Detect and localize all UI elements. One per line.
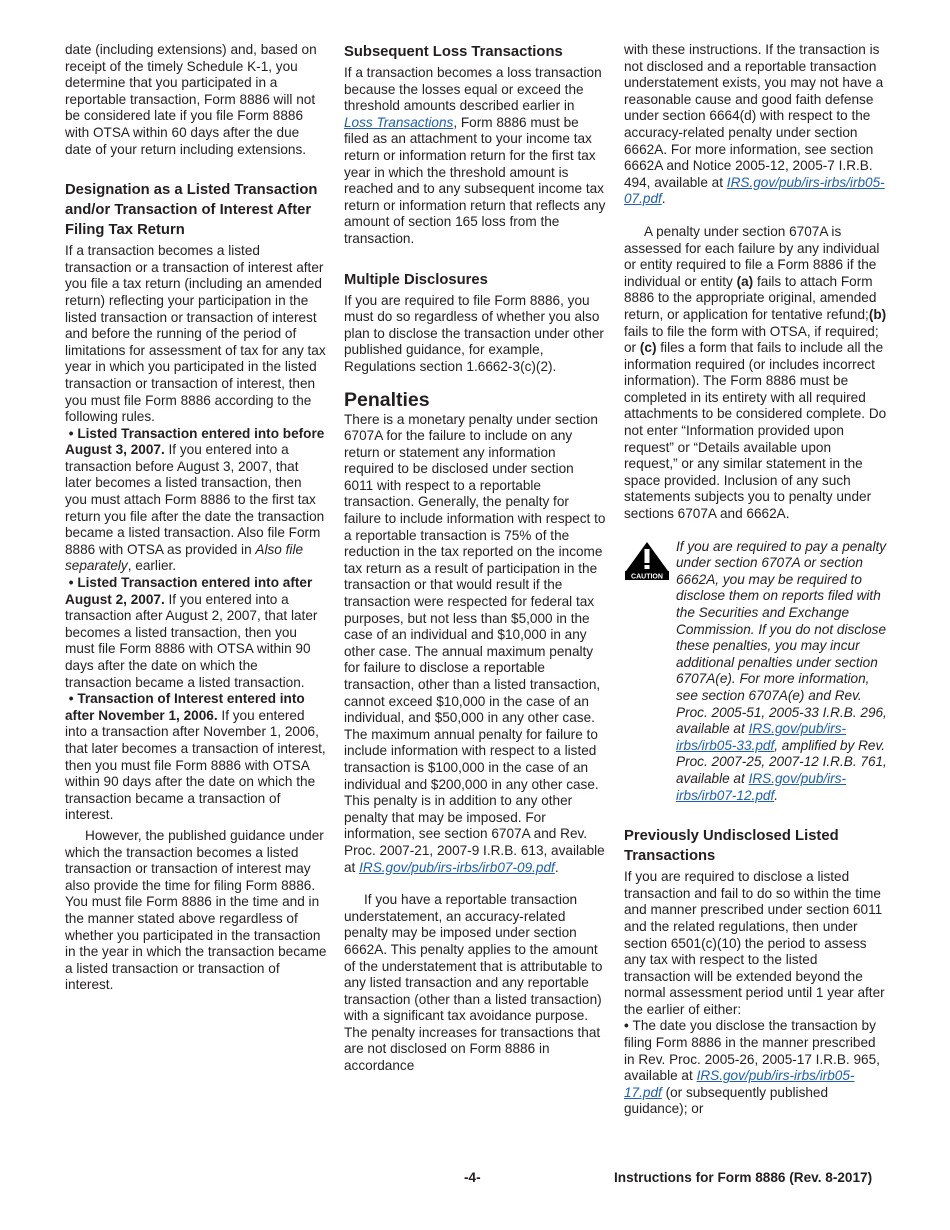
paragraph: with these instructions. If the transaction is not disclosed and a reportable transaction understatement exists, you may not have a reasonable cause and good faith defense under section 6664(d) with respect to the accuracy-related penalty under section 6662A. For more information, see section 6662A and Notice 2005-12, 2005-7 I.R.B. 494, available at IRS.gov/pub/irs-irbs/irb05-07.pdf.	[624, 42, 885, 207]
link-irb07-09[interactable]: IRS.gov/pub/irs-irbs/irb07-09.pdf	[359, 859, 555, 875]
heading-previously-undisclosed: Previously Undisclosed Listed Transactions	[624, 828, 839, 865]
paragraph: A penalty under section 6707A is assessed for each failure by any individual or entity required to file a Form 8886 if the individual or entity (a) fails to attach Form 8886 to the appropriate original, amended return, or application for tentative refund;(b) fails to file the form with OTSA, if required; or (c) files a form that fails to include all the information required (or includes incorrect information). The Form 8886 must be completed in its entirety with all required attachments to be considered complete. Do not enter “Information provided upon request” or “Details available upon request,” or any similar statement in the space provided. Inclusion of any such statements subjects you to penalty under sections 6707A and 6662A.	[624, 223, 887, 522]
bullet-icon: •	[65, 691, 78, 707]
bullet-item: • Transaction of Interest entered into after November 1, 2006. If you entered into a transaction after November 1, 2006, that later becomes a transaction of interest, then you must file Form 8886 with OTSA within 90 days after the date on which the transaction became a transaction of interest.	[65, 691, 326, 823]
caution-note	[624, 539, 887, 805]
heading-penalties: Penalties	[344, 388, 430, 411]
paragraph: There is a monetary penalty under section 6707A for the failure to include on any return or statement any information required to be disclosed under section 6011 with respect to a reportable transaction. Generally, the penalty for failure to include information with respect to a reportable transaction is 75% of the reduction in the tax reported on the income tax return as a result of participation in the transaction or that would result if the transaction were respected for federal tax purposes, but not less than $5,000 in the case of an individual and $10,000 in any other case. The annual maximum penalty for failure to disclose a reportable transaction, other than a listed transaction, cannot exceed $10,000 in the case of an individual, and $50,000 in any other case. The maximum annual penalty for failure to include information with respect to a listed transaction is $100,000 in the case of an individual and $200,000 in any other case. This penalty is in addition to any other penalty that may be imposed. For information, see section 6707A and Rev. Proc. 2007-21, 2007-9 I.R.B. 613, available at IRS.gov/pub/irs-irbs/irb07-09.pdf.	[344, 411, 606, 875]
paragraph: If a transaction becomes a listed transaction or a transaction of interest after you file a tax return (including an amended return) reflecting your participation in the listed transaction or transaction of interest and before the running of the period of limitations for assessment of tax for any tax year in which you participated in the listed transaction or transaction of interest, then you must file Form 8886 according to the following rules.	[65, 243, 326, 425]
form-title-footer: Instructions for Form 8886 (Rev. 8-2017)	[614, 1170, 873, 1185]
bullet-item: • Listed Transaction entered into before August 3, 2007. If you entered into a transaction before August 3, 2007, that later becomes a listed transaction, then you must attach Form 8886 to the first tax return you file after the date the transaction became a listed transaction. Also file Form 8886 with OTSA as provided in Also file separately, earlier.	[65, 425, 325, 574]
link-irb05-17[interactable]: IRS.gov/pub/irs-irbs/irb05-17.pdf	[624, 1068, 855, 1100]
link-loss-transactions[interactable]: Loss Transactions	[344, 114, 454, 130]
column-3	[624, 42, 887, 1118]
svg-text:CAUTION: CAUTION	[631, 573, 663, 581]
bullet-item: • The date you disclose the transaction by filing Form 8886 in the manner prescribed in Rev. Proc. 2005-26, 2005-17 I.R.B. 965, available at IRS.gov/pub/irs-irbs/irb05-17.pdf (or subsequently published guidance); or	[624, 1018, 880, 1117]
caution-text: If you are required to pay a penalty under section 6707A or section 6662A, you may be required to disclose them on reports filed with the Securities and Exchange Commission. If you do not disclose these penalties, you may incur additional penalties under section 6707A(e). For more information, see section 6707A(e) and Rev. Proc. 2005-51, 2005-33 I.R.B. 296, available at IRS.gov/pub/irs-irbs/irb05-33.pdf, amplified by Rev. Proc. 2007-25, 2007-12 I.R.B. 761, available at IRS.gov/pub/irs-irbs/irb07-12.pdf.	[676, 538, 887, 803]
bullet-icon: •	[624, 1018, 633, 1034]
link-irb05-33[interactable]: IRS.gov/pub/irs-irbs/irb05-33.pdf	[676, 721, 847, 753]
bullet-icon: •	[65, 425, 78, 441]
paragraph: If you are required to disclose a listed transaction and fail to do so within the time and manner prescribed under section 6011 and the related regulations, then under section 6501(c)(10) the period to assess any tax with respect to the listed transaction will be extended beyond the normal assessment period until 1 year after the earlier of either:	[624, 869, 885, 1017]
paragraph: However, the published guidance under which the transaction becomes a listed transaction or transaction of interest may also provide the time for filing Form 8886. You must file Form 8886 in the time and in the manner stated above regardless of whether you participated in the transaction in the year in which the transaction became a listed transaction or transaction of interest.	[65, 827, 327, 993]
column-2	[344, 42, 606, 1075]
paragraph: date (including extensions) and, based on receipt of the timely Schedule K-1, you determine that you participated in a reportable transaction, Form 8886 will not be considered late if you file Form 8886 with OTSA within 60 days after the due date of your return including extensions.	[65, 42, 317, 157]
bullet-item: • Listed Transaction entered into after August 2, 2007. If you entered into a transaction after August 2, 2007, that later becomes a listed transaction, then you must file Form 8886 with OTSA within 90 days after the date on which the transaction became a listed transaction.	[65, 575, 318, 690]
heading-subsequent-loss: Subsequent Loss Transactions	[344, 44, 563, 60]
paragraph: If a transaction becomes a loss transaction because the losses equal or exceed the threshold amounts described earlier in Loss Transactions, Form 8886 must be filed as an attachment to your income tax return or information return for the first tax year in which the threshold amount is reached and to any subsequent income tax return or information return that reflects any amount of section 165 loss from the transaction.	[344, 65, 606, 246]
bullet-icon: •	[65, 575, 78, 591]
heading-designation: Designation as a Listed Transaction and/or Transaction of Interest After Filing Tax Return	[65, 182, 318, 239]
page-number: -4-	[464, 1170, 481, 1185]
heading-multiple-disclosures: Multiple Disclosures	[344, 271, 488, 288]
link-irb07-12[interactable]: IRS.gov/pub/irs-irbs/irb07-12.pdf	[676, 770, 847, 803]
paragraph: If you are required to file Form 8886, you must do so regardless of whether you also plan to disclose the transaction under other published guidance, for example, Regulations section 1.6662-3(c)(2).	[344, 292, 604, 374]
paragraph: If you have a reportable transaction understatement, an accuracy-related penalty may be imposed under section 6662A. This penalty applies to the amount of the understatement that is attributable to any listed transaction and any reportable transaction (other than a listed transaction) with a significant tax avoidance purpose. The penalty increases for transactions that are not disclosed on Form 8886 in accordance	[344, 892, 603, 1074]
column-1	[65, 42, 327, 994]
caution-icon	[624, 541, 670, 805]
link-irb05-07[interactable]: IRS.gov/pub/irs-irbs/irb05-07.pdf	[624, 174, 885, 207]
